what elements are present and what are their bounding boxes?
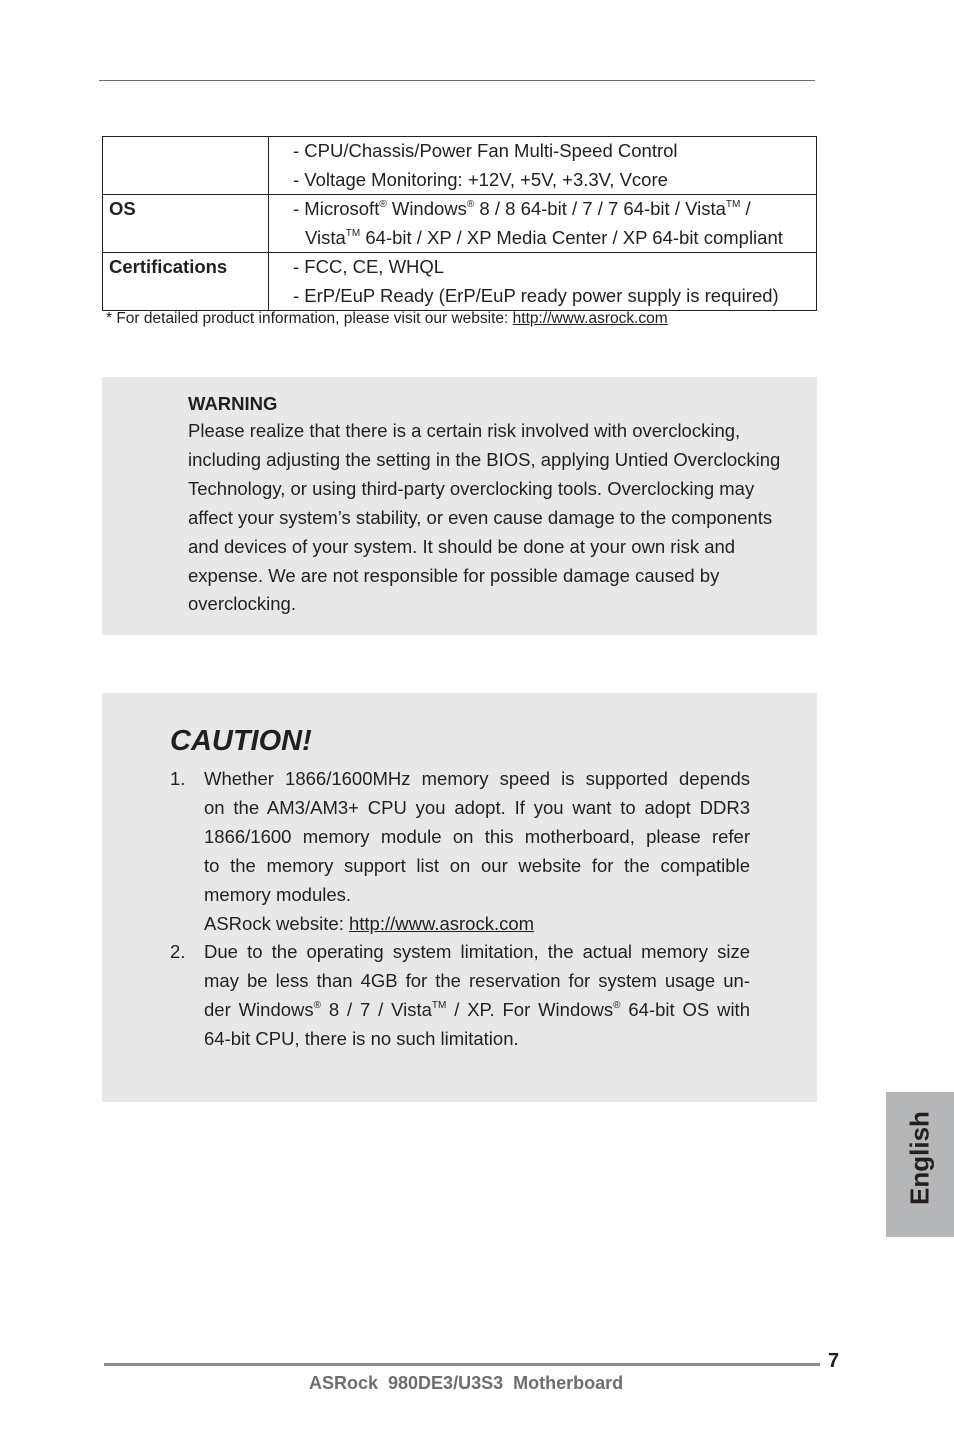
warning-title: WARNING [188,393,278,414]
table-row [103,195,817,253]
voltage-monitoring-line: - Voltage Monitoring: +12V, +5V, +3.3V, Vcore [293,168,668,190]
os-label: OS [103,195,269,253]
spec-label-empty [103,137,269,195]
spec-table [102,136,817,311]
footer-rule [104,1363,820,1366]
caution-line: to the memory support list on our website for the compatible [204,854,750,876]
website-link[interactable]: http://www.asrock.com [348,912,535,934]
caution-item-text [204,938,750,1054]
certifications-label: Certifications [103,253,269,311]
header-rule [99,80,815,81]
footnote [106,309,668,329]
language-tab-label: English [904,1111,935,1205]
warning-line: Technology, or using third-party overclocking tools. Overclocking may [188,477,755,499]
caution-line: Whether 1866/1600MHz memory speed is supported depends [204,768,750,789]
warning-line: including adjusting the setting in the BIOS, applying Untied Overclocking [188,448,781,470]
website-line [204,910,750,939]
warning-line: Please realize that there is a certain risk involved with overclocking, [188,420,741,441]
website-label: ASRock website: [204,912,349,934]
os-line-1: - Microsoft® Windows® 8 / 8 64-bit / 7 / 7 64-bit / Vista™ / [293,198,751,219]
caution-title: CAUTION! [170,725,312,757]
os-value [269,195,817,253]
caution-line: on the AM3/AM3+ CPU you adopt. If you want to adopt DDR3 [204,796,750,818]
footnote-link[interactable]: http://www.asrock.com [512,310,668,327]
warning-line: affect your system’s stability, or even cause damage to the components [188,506,773,528]
warning-body [188,417,812,619]
warning-line: overclocking. [188,593,296,615]
warning-line: and devices of your system. It should be done at your own risk and [188,535,736,557]
table-row [103,253,817,311]
caution-line: memory modules. [204,883,352,905]
caution-item-number: 2. [170,941,186,962]
caution-item-1 [170,765,750,938]
warning-line: expense. We are not responsible for possible damage caused by [188,564,720,586]
page-number: 7 [828,1350,840,1372]
footnote-text: * For detailed product information, please visit our website: [106,310,513,327]
os-line-2: Vista™ 64-bit / XP / XP Media Center / XP 64-bit compliant [305,226,783,248]
caution-line: 1866/1600 memory module on this motherboard, please refer [204,825,750,847]
footer-title: ASRock 980DE3/U3S3 Motherboard [309,1373,624,1393]
cert-line-1: - FCC, CE, WHQL [293,256,445,277]
caution-line: der Windows® 8 / 7 / Vista™ / XP. For Windows® 64-bit OS with [204,998,750,1020]
caution-line: 64-bit CPU, there is no such limitation. [204,1027,519,1049]
certifications-value [269,253,817,311]
caution-item-number: 1. [170,768,186,789]
caution-item-2 [170,938,750,1054]
caution-item-text [204,765,750,938]
caution-line: Due to the operating system limitation, the actual memory size [204,941,750,962]
fan-control-line: - CPU/Chassis/Power Fan Multi-Speed Control [293,140,678,161]
table-row [103,137,817,195]
cert-line-2: - ErP/EuP Ready (ErP/EuP ready power supply is required) [293,284,779,306]
caution-line: may be less than 4GB for the reservation for system usage un- [204,969,750,991]
spec-value-hw-monitor [269,137,817,195]
